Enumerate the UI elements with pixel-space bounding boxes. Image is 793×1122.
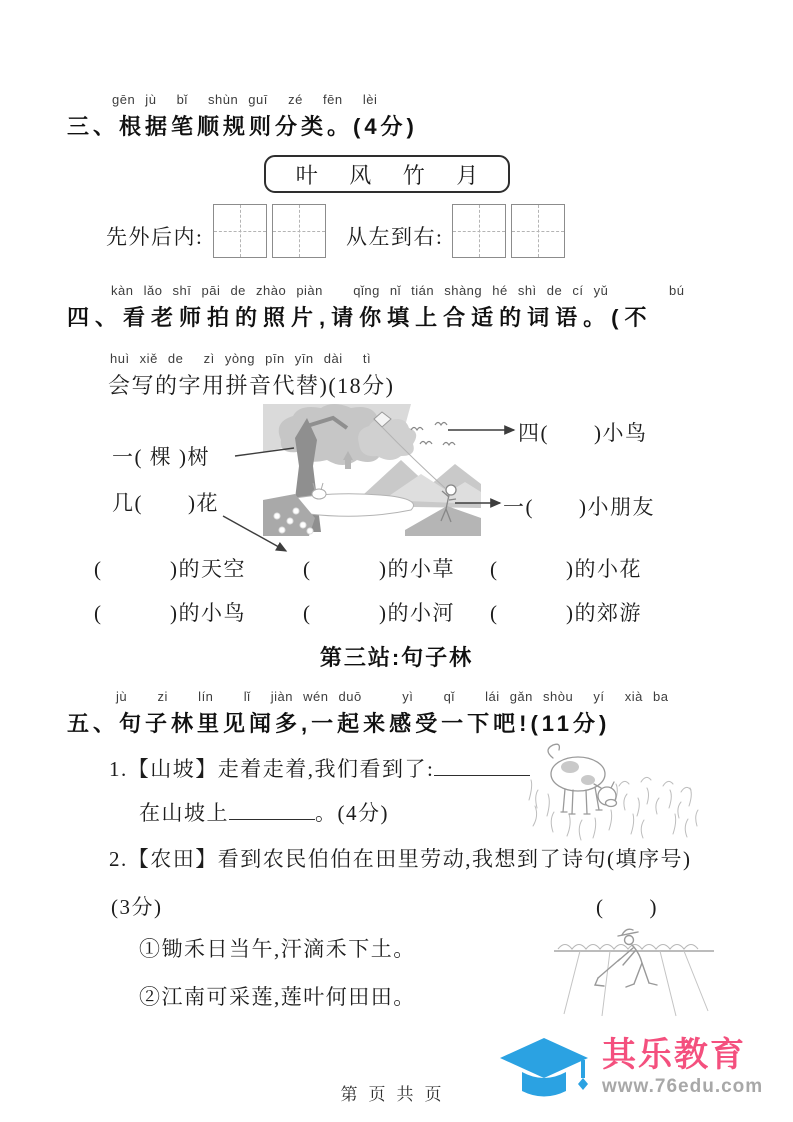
tianzige-cell [511,204,565,258]
blank-sky: ( )的天空 [94,557,246,581]
blank-river: ( )的小河 [303,601,455,625]
item2-answer-blank: ( ) [596,895,658,919]
label-child: 一( )小朋友 [503,495,655,519]
char-option: 叶 [295,162,318,188]
label-birds: 四( )小鸟 [518,421,648,445]
item2-text: 2.【农田】看到农民伯伯在田里劳动,我想到了诗句(填序号) [109,847,692,871]
item1-line1-text: 1.【山坡】走着走着,我们看到了: [109,757,435,781]
item1-line2-before: 在山坡上 [139,801,229,825]
char-option: 风 [349,162,372,188]
section4-pinyin-line1: kàn lǎo shī pāi de zhào piàn qǐng nǐ tián shàng hé shì de cí yǔ bú [111,283,685,298]
item1-line2 [139,797,389,827]
graduation-cap-icon [492,1028,596,1106]
char-option: 月 [456,162,479,188]
item2-option2: ②江南可采莲,莲叶何田田。 [139,985,416,1009]
section5-pinyin: jù zi lín lǐ jiàn wén duō yì qǐ lái gǎn shòu yí xià ba [116,689,669,704]
site-logo [492,1028,763,1106]
station-title: 第三站:句子林 [319,645,474,670]
blank-grass: ( )的小草 [303,557,455,581]
blank-flower: ( )的小花 [490,557,642,581]
blank-bird: ( )的小鸟 [94,601,246,625]
scene-illustration [263,404,481,536]
answer-blank-line [229,799,315,820]
section4-heading-line2: 会写的字用拼音代替)(18分) [108,373,395,398]
farmer-illustration [552,916,724,1021]
farmer-icon [595,929,657,987]
birds-icon [411,423,455,446]
tianzige-cell [213,204,267,258]
section4-heading-line1: 四、看老师拍的照片,请你填上合适的词语。(不 [67,305,653,330]
grid-label-outside-inside: 先外后内: [106,225,204,249]
item2-option1: ①锄禾日当午,汗滴禾下土。 [139,937,416,961]
section3-heading: 三、根据笔顺规则分类。(4分) [67,114,418,139]
character-choice-box [264,155,510,193]
section3-pinyin: gēn jù bǐ shùn guī zé fēn lèi [112,92,378,107]
label-flower: 几( )花 [112,491,219,515]
char-option: 竹 [402,162,425,188]
answer-blank-line [434,755,530,776]
section5-heading: 五、句子林里见闻多,一起来感受一下吧!(11分) [67,711,611,736]
tianzige-cell [452,204,506,258]
grid-label-left-right: 从左到右: [346,225,444,249]
item1-line1 [109,753,530,783]
item1-line2-after: 。(4分) [315,801,389,825]
tianzige-cell [272,204,326,258]
brand-url: www.76edu.com [602,1075,764,1097]
writing-grid-pair [452,204,565,258]
writing-grid-pair [213,204,326,258]
item2-score: (3分) [111,895,163,919]
label-tree: 一( 棵 )树 [112,445,210,469]
section4-pinyin-line2: huì xiě de zì yòng pīn yīn dài tì [110,351,372,366]
cow-illustration [523,742,701,847]
blank-outing: ( )的郊游 [490,601,642,625]
page-number-label: 第页共页 [340,1085,453,1104]
brand-name: 其乐教育 [602,1036,746,1074]
